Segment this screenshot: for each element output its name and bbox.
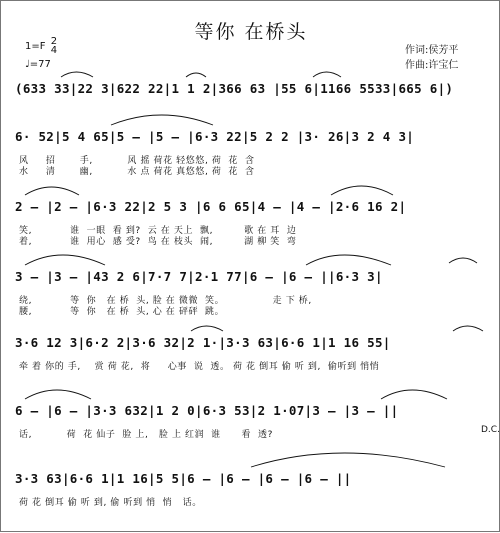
notation-line: (633 33|22 3|622 22|1 1 2|366 63 |55 6|1166 5533|665 6|)	[15, 81, 454, 96]
notation-line: 3 — |3 — |43 2 6|7·7 7|2·1 77|6 — |6 — ||6·3 3|	[15, 269, 383, 284]
slur	[306, 255, 391, 265]
tempo-mark: ♩=77	[25, 59, 51, 70]
lyricist-credit: 作词:侯芳平	[405, 45, 459, 56]
da-capo-mark: D.C.	[481, 425, 500, 435]
lyric-verse-2: 腰, 等 你 在 桥 头, 心 在 砰砰 跳。	[19, 307, 225, 317]
composer-credit: 作曲:许宝仁	[405, 60, 459, 71]
lyric-verse-1: 绕, 等 你 在 桥 头, 脸 在 微微 笑。 走 下 桥,	[19, 296, 312, 306]
notation-line: 2 — |2 — |6·3 22|2 5 3 |6 6 65|4 — |4 — |2·6 16 2|	[15, 199, 407, 214]
slur	[331, 186, 393, 195]
lyric-verse-2: 水 清 幽, 水 点 荷花 真悠悠, 荷 花 含	[19, 167, 255, 177]
key-signature: 1=F	[25, 41, 46, 52]
key-and-tempo	[25, 37, 57, 71]
credits	[405, 43, 458, 73]
slur	[191, 326, 223, 331]
slur	[25, 255, 105, 265]
lyric-verse-1: 牵 着 你的 手, 赏 荷 花, 将 心事 说 透。 荷 花 倒耳 偷 听 到, 偷听到 悄悄	[19, 362, 380, 372]
slur	[25, 187, 79, 195]
lyric-verse-1: 话, 荷 花 仙子 脸 上, 脸 上 红润 谁 看 透?	[19, 430, 273, 440]
slur	[61, 72, 93, 77]
slur	[25, 390, 91, 399]
slur	[186, 73, 206, 77]
slur	[453, 326, 483, 331]
slur	[111, 115, 213, 125]
lyric-verse-2: 着, 谁 用心 感 受? 鸟 在 枝头 闹, 湖 柳 笑 弯	[19, 237, 297, 247]
time-sig-numerator: 2	[50, 36, 58, 47]
lyric-verse-1: 笑, 谁 一眼 看 到? 云 在 天上 飘, 歌 在 耳 边	[19, 226, 297, 236]
notation-line: 6 — |6 — |3·3 632|1 2 0|6·3 53|2 1·07|3 — |3 — ||	[15, 403, 399, 418]
slur	[313, 72, 341, 77]
notation-line: 6· 52|5 4 65|5 — |5 — |6·3 22|5 2 2 |3· 26|3 2 4 3|	[15, 129, 415, 144]
notation-line: 3·3 63|6·6 1|1 16|5 5|6 — |6 — |6 — |6 — ||	[15, 471, 352, 486]
lyric-verse-1: 风 招 手, 风 摇 荷花 轻悠悠, 荷 花 含	[19, 156, 255, 166]
notation-line: 3·6 12 3|6·2 2|3·6 32|2 1·|3·3 63|6·6 1|1 16 55|	[15, 335, 391, 350]
slur	[449, 258, 477, 263]
time-sig-denominator: 4	[50, 45, 58, 56]
slur	[381, 390, 447, 399]
lyric-verse-1: 荷 花 倒耳 偷 听 到, 偷 听到 悄 悄 话。	[19, 498, 202, 508]
slur	[251, 453, 445, 467]
song-title: 等你 在桥头	[194, 21, 308, 43]
